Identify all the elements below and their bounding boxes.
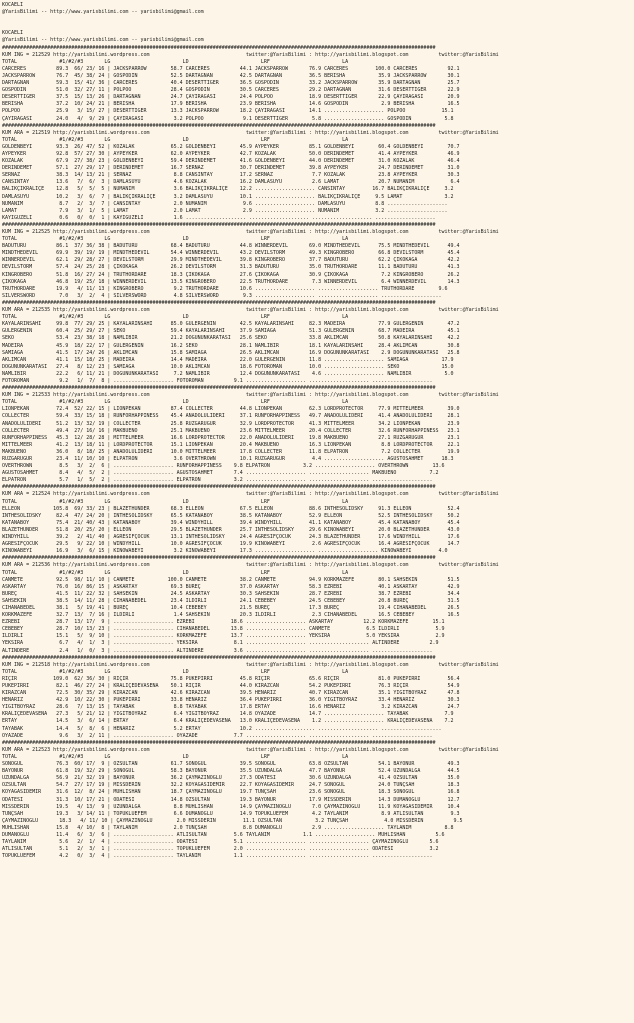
table-row: EZREBI 28.7 13/ 17/ 9 | .................... EZREBI 18.6 .................... ASKARTAY 12.2 KORKMAZEFE 15.1 [2, 619, 445, 626]
table-row: AYPEYKER 92.8 57/ 27/ 30 | AYPEYKER 62.0 AYPEYKER 42.7 KOZALAK 50.0 DERINDEMET 41.4 AYPEYKER 46.9 [2, 150, 460, 157]
table-row: BERISHA 37.2 10/ 24/ 21 | BERISHA 17.9 BERISHA 23.9 BERISHA 14.6 GOSPODIN 2.9 BERISHA 16.5 [2, 101, 460, 108]
author-line-repeat: KOCAELI [2, 30, 24, 37]
table-row: WINNERDEVIL 62.1 29/ 28/ 27 | DEVILSTORM 29.9 MINDTHEDEVIL 39.8 KINGROBERO 37.7 BADUTURU 62.2 ÇIKOKAGA 42.2 [2, 257, 460, 264]
race-list [2, 45, 632, 861]
table-row: ÖZSULTAN 54.7 27/ 17/ 19 | MISSDERIN 32.2 KÖYAGASIDEMIR 22.7 KÖYAGASIDEMIR 24.7 SONOGUL 24.0 TUNÇSAH 18.3 [2, 782, 460, 789]
author-line: KOCAELI [2, 2, 24, 8]
table-row: MITTELMEER 41.2 13/ 18/ 11 | LORDPROTECTOR 15.1 LIONPEKAN 20.4 MAKBUENO 16.3 LIONPEKAN 8.8 LORDPROTECTOR 22.1 [2, 441, 460, 448]
race-block [2, 740, 632, 861]
table-row: DESERTTIGER 37.5 15/ 13/ 26 | DARTAGNAN 24.7 ÇAYIRAGASI 24.4 POLPOO 18.9 DESERTTIGER 22.9 ÇAYIRAGASI 20.9 [2, 94, 460, 101]
column-header: TOTAL #1/#2/#3 LG LD LRF LA [2, 236, 349, 243]
table-row: SAHSEKIN 38.5 14/ 11/ 28 | CIHANABEDEL 23.4 ILDIRLI 24.1 CEBEBEY 24.5 CEBEBEY 20.8 BÜREÇ 31.5 [2, 597, 460, 604]
table-row: AGUSTOSAHMET 8.4 4/ 5/ 2 | .................... AGUSTOSAHMET 7.4 .................... .................... MAKBUENO 7.2 [2, 470, 439, 477]
race-title: KUM ING = 212525 http://yarisbilimi.wordpress.com twitter:@YarisBilimi : http://yarisbilimi.blogspot.com twitter:@YarisBilimi [2, 229, 499, 235]
table-row: SILVERSWORD 7.0 3/ 2/ 4 | SILVERSWORD 4.8 SILVERSWORD 9.3 .................... .................... .................... [2, 292, 442, 299]
column-header: TOTAL #1/#2/#3 LG LD LRF LA [2, 498, 349, 505]
table-row: KAYIGÜZELİ 0.6 0/ 0/ 1 | KAYIGÜZELİ 1.6 .................... .................... .................... .................... [2, 214, 436, 221]
table-row: BADUTURU 86.1 37/ 36/ 38 | BADUTURU 68.4 BADUTURU 44.8 WINNERDEVIL 69.0 MINDTHEDEVIL 75.5 MINDTHEDEVIL 49.4 [2, 243, 460, 250]
table-row: TAYABAK 14.4 5/ 8/ 6 | HENARIZ 5.2 ERTAY 10.2 .................... .................... .................... [2, 725, 442, 732]
table-row: KORKMAZEFE 32.7 13/ 7/ 16 | ILDIRLI 1.4 SAHSEKIN 20.3 ILDIRLI 2.3 CIHANABEDEL 16.5 CEBEBEY 16.5 [2, 612, 460, 619]
table-row: KIRAZCAN 72.5 30/ 35/ 29 | KIRAZCAN 42.6 KIRAZCAN 39.5 HENARIZ 40.7 KIRAZCAN 35.1 YIGITBOYRAZ 47.8 [2, 690, 460, 697]
table-row: ALTINDERE 2.4 1/ 0/ 3 | .................... ALTINDERE 3.6 .................... .................... .................... [2, 647, 433, 654]
table-row: KINOWABEYI 16.9 3/ 6/ 15 | KINOWABEYI 3.2 KINOWABEYI 17.3 .................... .................... KINOWABEYI 4.0 [2, 548, 448, 555]
table-row: NUMANIM 8.7 2/ 3/ 7 | CANSINTAY 2.0 NUMANIM 9.6 .................... DAMLASUYU 8.8 .................... [2, 200, 448, 207]
spacer [2, 23, 632, 30]
race-block [2, 655, 632, 740]
race-title: KUM ARA = 212536 http://yarisbilimi.wordpress.com twitter:@YarisBilimi : http://yarisbilimi.blogspot.com twitter:@YarisBilimi [2, 562, 499, 569]
separator-line: ################################################################################################################################################ [2, 122, 436, 129]
table-row: CANMETE 92.5 98/ 11/ 10 | CANMETE 100.0 CANMETE 38.2 CANMETE 94.9 KORKMAZEFE 80.1 SAHSEKIN 51.5 [2, 576, 460, 583]
table-row: RIÇIR 109.0 62/ 36/ 30 | RIÇIR 75.8 PUKEPIRRI 45.8 RIÇIR 65.6 RIÇIR 81.0 PUKEPIRRI 56.4 [2, 675, 460, 682]
spacer [2, 16, 632, 23]
separator-line: ################################################################################################################################################ [2, 739, 436, 746]
table-row: MINDTHEDEVIL 69.9 39/ 19/ 19 | MINDTHEDEVIL 54.4 WINNERDEVIL 43.2 DEVILSTORM 49.3 KINGROBERO 66.8 DEVILSTORM 45.4 [2, 250, 460, 257]
table-row: DUMANOGLU 11.4 6/ 3/ 6 | .................... ATLISULTAN 5.6 TAYLANIM 1.1 .................... MUHLISHAN 5.6 [2, 831, 445, 838]
table-row: ASKARTAY 76.0 16/ 86/ 15 | ASKARTAY 69.3 BÜREÇ 37.0 ASKARTAY 58.3 EZREBI 40.1 ASKARTAY 42.9 [2, 583, 460, 590]
race-block [2, 555, 632, 654]
table-row: GÜLERGENIN 60.4 25/ 29/ 27 | SEKO 59.4 KAYALARINSAHI 37.9 SAMIAGA 51.3 GÜLERGENIN 68.7 MADEIRA 45.1 [2, 328, 460, 335]
table-row: LAMAT 7.9 3/ 1/ 5 | LAMAT 2.0 LAMAT 2.9 .................... NUMANIM 3.2 .................... [2, 207, 448, 214]
race-title: KUM ING = 212518 http://yarisbilimi.wordpress.com twitter:@YarisBilimi : http://yarisbilimi.blogspot.com twitter:@YarisBilimi [2, 661, 499, 668]
table-row: KÖYAGASIDEMIR 31.6 12/ 8/ 24 | MUHLISHAN 18.7 ÇAYMAZINOGLU 19.7 TUNÇSAH 23.6 SONOGUL 18.3 SONOGUL 16.8 [2, 789, 460, 796]
table-row: YIGITBOYRAZ 28.6 7/ 13/ 15 | TAYABAK 8.8 TAYABAK 17.8 ERTAY 16.6 HENARIZ 3.2 KIRAZCAN 24.7 [2, 704, 460, 711]
race-block [2, 484, 632, 555]
table-row: PUKEPIRRI 82.1 46/ 27/ 24 | KRALİÇEDEVASENA 50.1 RIÇIR 44.0 KIRAZCAN 54.2 PUKEPIRRI 76.3 RIÇIR 54.9 [2, 683, 460, 689]
table-row: MADEIRA 45.9 18/ 22/ 17 | GÜLERGENIN 16.2 SEKO 28.1 NAMLIBIR 18.1 KAYALARINSAHI 28.4 AKLIMCAN 30.8 [2, 342, 460, 349]
table-row: ELPATRON 5.7 1/ 5/ 2 | .................... ELPATRON 3.2 .................... .................... .................... [2, 477, 433, 484]
table-row: AKLIMCAN 41.1 15/ 18/ 25 | MADEIRA 14.4 MADEIRA 22.0 GÜLERGENIN 11.8 .................... SAMIAGA 17.9 [2, 356, 454, 363]
race-title: KUM ING = 212533 http://yarisbilimi.wordpress.com twitter:@YarisBilimi : http://yarisbilimi.blogspot.com twitter:@YarisBilimi [2, 392, 499, 399]
table-row: TAYLANIM 5.6 2/ 1/ 4 | .................... ODATESI 5.1 .................... .................... ÇAYMAZINOGLU 5.6 [2, 839, 439, 846]
table-row: MAKBUENO 36.0 8/ 18/ 25 | ANADOLULIDERI 10.0 MITTELMEER 17.8 COLLECTER 11.8 ELPATRON 7.2 COLLECTER 19.9 [2, 448, 460, 455]
table-row: SAMIAGA 41.5 17/ 24/ 26 | AKLIMCAN 15.8 SAMIAGA 26.5 AKLIMCAN 16.9 DOGUNUNKARATASI 2.9 DOGUNUNKARATASI 25.8 [2, 349, 460, 356]
table-row: ILDIRLI 15.1 5/ 9/ 10 | .................... KORKMAZEFE 13.7 .................... YEKSIRA 5.0 YEKSIRA 2.9 [2, 633, 445, 640]
separator-line: ################################################################################################################################################ [2, 654, 436, 661]
table-row: MUHLISHAN 15.8 4/ 10/ 8 | TAYLANIM 2.0 TUNÇSAH 8.8 DUMANOGLU 2.9 .................... TAYLANIM 8.8 [2, 824, 454, 831]
table-row: TRUTHORDARE 19.9 4/ 11/ 13 | KINGROBERO 9.2 TRUTHORDARE 10.6 .................... .................... TRUTHORDARE 9.6 [2, 285, 448, 292]
column-header: TOTAL #1/#2/#3 LG LD LRF LA [2, 136, 349, 143]
race-block [2, 222, 632, 300]
table-row: ÇAYIRAGASI 24.0 4/ 9/ 29 | ÇAYIRAGASI 3.2 POLPOO 9.1 DESERTTIGER 5.8 .................... GOSPODIN 5.8 [2, 115, 454, 122]
table-row: KRALİÇEDEVASENA 27.3 5/ 21/ 12 | YIGITBOYRAZ 6.4 YIGITBOYRAZ 14.8 OYAZADE 14.7 .................... TAYABAK 7.9 [2, 711, 454, 718]
separator-line: ################################################################################################################################################ [2, 44, 436, 51]
race-title: KUM ARA = 212535 http://yarisbilimi.wordpress.com twitter:@YarisBilimi : http://yarisbilimi.blogspot.com twitter:@YarisBilimi [2, 307, 499, 314]
table-row: RUNFORHAPPINESS 45.3 12/ 28/ 28 | MITTELMEER 16.6 LORDPROTECTOR 22.0 ANADOLULIDERI 19.8 MAKBUENO 27.1 RÜZGARUGUR 23.1 [2, 434, 460, 441]
table-row: COLLECTER 59.4 33/ 15/ 18 | RUNFORHAPPINESS 45.4 ANADOLULIDERI 37.1 RUNFORHAPPINESS 49.7 ANADOLULIDERI 41.4 ANADOLULIDERI 28.1 [2, 413, 460, 420]
table-row: ANADOLULIDERI 51.2 13/ 32/ 19 | COLLECTER 25.8 RÜZGARUGUR 32.9 LORDPROTECTOR 41.3 MITTELMEER 34.2 LIONPEKAN 23.9 [2, 420, 460, 427]
table-row: HENARIZ 42.9 10/ 22/ 30 | PUKEPIRRI 33.8 HENARIZ 36.4 PUKEPIRRI 36.0 YIGITBOYRAZ 33.4 HENARIZ 30.3 [2, 697, 460, 704]
table-row: OVERTHROWN 8.5 3/ 2/ 6 | .................... RUNFORHAPPINESS 9.8 ELPATRON 3.2 .................... OVERTHROWN 13.6 [2, 463, 445, 470]
table-row: RÜZGARUGUR 23.4 11/ 10/ 10 | ELPATRON 3.6 OVERTHROWN 10.1 RÜZGARUGUR 4.4 .................... AGUSTOSAHMET 18.3 [2, 456, 454, 462]
table-row: OYAZADE 9.6 3/ 2/ 11 | .................... OYAZADE 7.7 .................... .................... .................... [2, 732, 433, 739]
table-row: DERINDEMET 57.1 27/ 29/ 17 | DERINDEMET 16.7 SERNAZ 30.7 DERINDEMET 39.8 AYPEYKER 24.7 DERINDEMET 31.0 [2, 165, 460, 172]
table-row: ATLISULTAN 5.1 2/ 3/ 1 | .................... TOPUKLUEFEM 2.0 .................... .................... ODATESI 3.2 [2, 846, 439, 853]
table-row: UZUNDALGA 56.9 21/ 32/ 19 | BAYONUR 36.2 ÇAYMAZINOGLU 27.3 ODATESI 30.6 UZUNDALGA 41.4 ÖZSULTAN 35.0 [2, 775, 460, 782]
race-block [2, 385, 632, 484]
table-row: DOGUNUNKARATASI 27.4 8/ 12/ 23 | SAMIAGA 10.0 AKLIMCAN 18.6 FOTOROMAN 10.0 .................... SEKO 15.0 [2, 363, 454, 370]
table-row: DARTAGNAN 59.3 15/ 41/ 36 | CARCERES 40.4 DESERTTIGER 36.5 GOSPODIN 33.2 JACKSPARROW 35.9 DARTAGNAN 25.7 [2, 80, 460, 87]
table-row: KOZALAK 67.9 27/ 38/ 23 | GOLDENBEYI 59.4 DERINDEMET 41.6 GOLDENBEYI 44.0 DERINDEMET 31.0 KOZALAK 46.4 [2, 158, 460, 165]
table-row: TUNÇSAH 19.3 3/ 14/ 11 | TOPUKLUEFEM 6.6 DUMANOGLU 14.9 TOPUKLUEFEM 4.2 TAYLANIM 8.9 ATLISULTAN 9.3 [2, 810, 460, 817]
table-row: CIHANABEDEL 38.1 5/ 19/ 41 | BÜREÇ 10.4 CEBEBEY 21.5 BÜREÇ 17.3 BÜREÇ 19.4 CIHANABEDEL 26.5 [2, 604, 460, 611]
separator-line: ################################################################################################################################################ [2, 484, 436, 491]
race-block [2, 123, 632, 222]
table-row: YEKSIRA 6.7 4/ 1/ 3 | .................... YEKSIRA 8.1 .................... .................... ALTINDERE 2.9 [2, 640, 439, 647]
race-title: KUM ARA = 212524 http://yarisbilimi.wordpress.com twitter:@YarisBilimi : http://yarisbilimi.blogspot.com twitter:@YarisBilimi [2, 491, 499, 498]
table-row: SONOGUL 76.3 60/ 17/ 9 | ÖZSULTAN 61.7 SONOGUL 39.5 SONOGUL 63.8 ÖZSULTAN 54.1 BAYONUR 49.3 [2, 761, 460, 768]
race-block [2, 45, 632, 123]
separator-line: ################################################################################################################################################ [2, 221, 436, 228]
table-row: CEBEBEY 28.7 10/ 13/ 23 | .................... CIHANABEDEL 13.8 .................... CANMETE 6.5 ILDIRLI 5.9 [2, 626, 445, 633]
table-row: COLLECTER 49.4 27/ 16/ 16 | MAKBUENO 25.1 MAKBUENO 23.6 MITTELMEER 20.4 COLLECTER 32.6 RUNFORHAPPINESS 23.1 [2, 427, 460, 434]
table-row: MISSDERIN 19.5 4/ 13/ 9 | UZUNDALGA 8.8 MUHLISHAN 14.9 ÇAYMAZINOGLU 7.0 ÇAYMAZINOGLU 11.9 KÖYAGASIDEMIR 10.4 [2, 803, 460, 810]
table-row: BÜREÇ 41.5 11/ 22/ 32 | SAHSEKIN 24.5 ASKARTAY 30.3 SAHSEKIN 28.7 EZREBI 38.7 EZREBI 34.4 [2, 590, 460, 597]
table-row: JACKSPARROW 76.7 45/ 38/ 24 | GOSPODIN 52.5 DARTAGNAN 42.5 DARTAGNAN 36.5 BERISHA 35.9 JACKSPARROW 30.1 [2, 72, 460, 79]
column-header: TOTAL #1/#2/#3 LG LD LRF LA [2, 753, 349, 760]
table-row: DAMLASUYU 10.2 3/ 6/ 7 | BALIKÇIKRALİÇE 3.2 DAMLASUYU 10.1 .................... BALIKÇIKRALİÇE 9.5 LAMAT 3.2 [2, 193, 454, 200]
table-row: ÇAYMAZINOGLU 18.3 4/ 11/ 10 | ÇAYMAZINOGLU 2.0 MISSDERIN 11.1 ÖZSULTAN 3.2 TUNÇSAH 4.0 MISSDERIN 9.5 [2, 817, 463, 824]
separator-line: ################################################################################################################################################ [2, 385, 436, 392]
separator-line: ################################################################################################################################################ [2, 555, 436, 562]
contact-line-repeat: @YarisBilimi -- http://www.yarisbilimi.com -- yarisbilimi@gmail.com [2, 37, 204, 44]
table-row: KAYALARINSAHI 99.8 77/ 29/ 25 | KAYALARINSAHI 85.0 GÜLERGENIN 42.5 KAYALARINSAHI 82.3 MADEIRA 77.9 GÜLERGENIN 47.2 [2, 321, 460, 328]
table-row: KINGROBERO 51.8 16/ 27/ 24 | TRUTHORDARE 18.3 ÇIKOKAGA 27.6 ÇIKOKAGA 30.9 ÇIKOKAGA 7.2 KINGROBERO 26.2 [2, 271, 460, 278]
table-row: AGRESIFÇOCUK 29.5 9/ 22/ 10 | WINDYHILL 10.0 AGRESIFÇOCUK 19.9 KINOWABEYI 2.6 AGRESIFÇOCUK 16.4 AGRESIFÇOCUK 14.7 [2, 541, 460, 548]
table-row: LIONPEKAN 72.4 52/ 22/ 15 | LIONPEKAN 87.4 COLLECTER 44.8 LIONPEKAN 62.3 LORDPROTECTOR 77.9 MITTELMEER 39.0 [2, 406, 460, 413]
table-row: WINDYHILL 39.2 2/ 41/ 40 | AGRESIFÇOCUK 13.1 INTHESOLIDSKY 24.4 AGRESIFÇOCUK 24.3 BLAZETHUNDER 17.6 WINDYHILL 17.6 [2, 534, 460, 541]
table-row: GOLDENBEYI 93.3 26/ 47/ 52 | KOZALAK 65.2 GOLDENBEYI 45.9 AYPEYKER 85.1 GOLDENBEYI 60.4 GOLDENBEYI 70.7 [2, 143, 460, 150]
column-header: TOTAL #1/#2/#3 LG LD LRF LA [2, 58, 349, 65]
table-row: INTHESOLIDSKY 82.4 47/ 24/ 20 | INTHESOLIDSKY 65.5 KATANABOY 38.5 KATANABOY 52.9 ELLEON 52.5 INTHESOLIDSKY 50.2 [2, 512, 460, 519]
race-title: KUM ARA = 212519 http://yarisbilimi.wordpress.com twitter:@YarisBilimi : http://yarisbilimi.blogspot.com twitter:@YarisBilimi [2, 129, 499, 136]
column-header: TOTAL #1/#2/#3 LG LD LRF LA [2, 569, 349, 576]
table-row: BALIKÇIKRALİÇE 12.8 5/ 5/ 5 | NUMANIM 3.6 BALIKÇIKRALİÇE 12.2 .................... CANSINTAY 16.7 BALIKÇIKRALİÇE 3.2 [2, 186, 454, 193]
table-row: ÇIKOKAGA 46.8 19/ 25/ 18 | WINNERDEVIL 13.5 KINGROBERO 22.5 TRUTHORDARE 7.3 WINNERDEVIL 6.4 WINNERDEVIL 14.3 [2, 278, 460, 285]
column-header: TOTAL #1/#2/#3 LG LD LRF LA [2, 668, 349, 675]
table-row: CARCERES 89.3 66/ 23/ 16 | JACKSPARROW 58.7 CARCERES 44.1 JACKSPARROW 76.9 CARCERES 100.0 CARCERES 92.1 [2, 65, 460, 72]
table-row: KATANABOY 75.4 21/ 40/ 43 | KATANABOY 39.4 WINDYHILL 39.4 WINDYHILL 41.1 KATANABOY 45.4 KATANABOY 45.4 [2, 519, 460, 526]
table-row: BLAZETHUNDER 51.8 20/ 25/ 20 | ELLEON 29.5 BLAZETHUNDER 25.7 INTHESOLIDSKY 29.6 KINOWABEYI 20.0 BLAZETHUNDER 43.0 [2, 526, 460, 533]
race-block [2, 300, 632, 385]
column-header: TOTAL #1/#2/#3 LG LD LRF LA [2, 314, 349, 321]
table-row: TOPUKLUEFEM 4.2 0/ 3/ 4 | .................... TAYLANIM 1.1 .................... .................... .................... [2, 853, 433, 860]
table-row: SERNAZ 38.3 14/ 13/ 21 | SERNAZ 8.8 CANSINTAY 17.2 SERNAZ 7.7 KOZALAK 23.8 AYPEYKER 30.3 [2, 172, 460, 179]
race-title: KUM ING = 212529 http://yarisbilimi.wordpress.com twitter:@YarisBilimi : http://yarisbilimi.blogspot.com twitter:@YarisBilimi [2, 51, 499, 58]
race-title: KUM ARA = 212523 http://yarisbilimi.wordpress.com twitter:@YarisBilimi : http://yarisbilimi.blogspot.com twitter:@YarisBilimi [2, 746, 499, 753]
table-row: ERTAY 14.5 3/ 6/ 14 | ERTAY 6.4 KRALİÇEDEVASENA 13.0 KRALİÇEDEVASENA 1.2 .................... KRALİÇEDEVASENA 7.2 [2, 718, 454, 725]
table-row: BAYONUR 61.8 19/ 32/ 29 | SONOGUL 58.3 BAYONUR 35.5 UZUNDALGA 47.7 BAYONUR 52.4 UZUNDALGA 44.5 [2, 768, 460, 775]
table-row: CANSINTAY 13.6 7/ 6/ 3 | DAMLASUYU 4.6 KOZALAK 16.2 DAMLASUYU 2.6 LAMAT 20.7 NUMANIM 6.4 [2, 179, 460, 186]
table-row: DEVILSTORM 57.4 24/ 25/ 28 | ÇIKOKAGA 26.2 DEVILSTORM 31.3 BADUTURU 35.0 TRUTHORDARE 11.1 BADUTURU 41.3 [2, 264, 460, 271]
table-row: GOSPODIN 51.0 32/ 27/ 11 | POLPOO 28.4 GOSPODIN 30.5 CARCERES 29.2 DARTAGNAN 31.6 DESERTTIGER 22.9 [2, 87, 460, 94]
separator-line: ################################################################################################################################################ [2, 299, 436, 306]
table-row: FOTOROMAN 9.2 1/ 7/ 8 | .................... FOTOROMAN 9.1 .................... .................... .................... [2, 377, 433, 384]
table-row: NAMLIBIR 22.2 6/ 11/ 21 | DOGUNUNKARATASI 7.2 NAMLIBIR 12.4 DOGUNUNKARATASI 4.6 .................... NAMLIBIR 5.0 [2, 370, 454, 377]
table-row: SEKO 53.4 23/ 38/ 18 | NAMLIBIR 21.2 DOGUNUNKARATASI 25.6 SEKO 33.8 AKLIMCAN 50.8 KAYALARINSAHI 42.2 [2, 335, 460, 342]
column-header: TOTAL #1/#2/#3 LG LD LRF LA [2, 399, 349, 406]
table-row: ODATESI 31.3 10/ 17/ 21 | ODATESI 14.8 ÖZSULTAN 19.3 BAYONUR 17.9 MISSDERIN 14.3 DUMANOGLU 12.7 [2, 796, 460, 803]
contact-line: @YarisBilimi -- http://www.yarisbilimi.com -- yarisbilimi@gmail.com [2, 9, 204, 16]
table-row: ELLEON 105.8 69/ 33/ 23 | BLAZETHUNDER 68.3 ELLEON 67.5 ELLEON 88.6 INTHESOLIDSKY 91.3 ELLEON 52.4 [2, 505, 460, 512]
table-row: POLPOO 25.9 3/ 15/ 27 | DESERTTIGER 13.3 JACKSPARROW 18.2 ÇAYIRAGASI 14.1 .................... POLPOO 15.1 [2, 108, 454, 115]
